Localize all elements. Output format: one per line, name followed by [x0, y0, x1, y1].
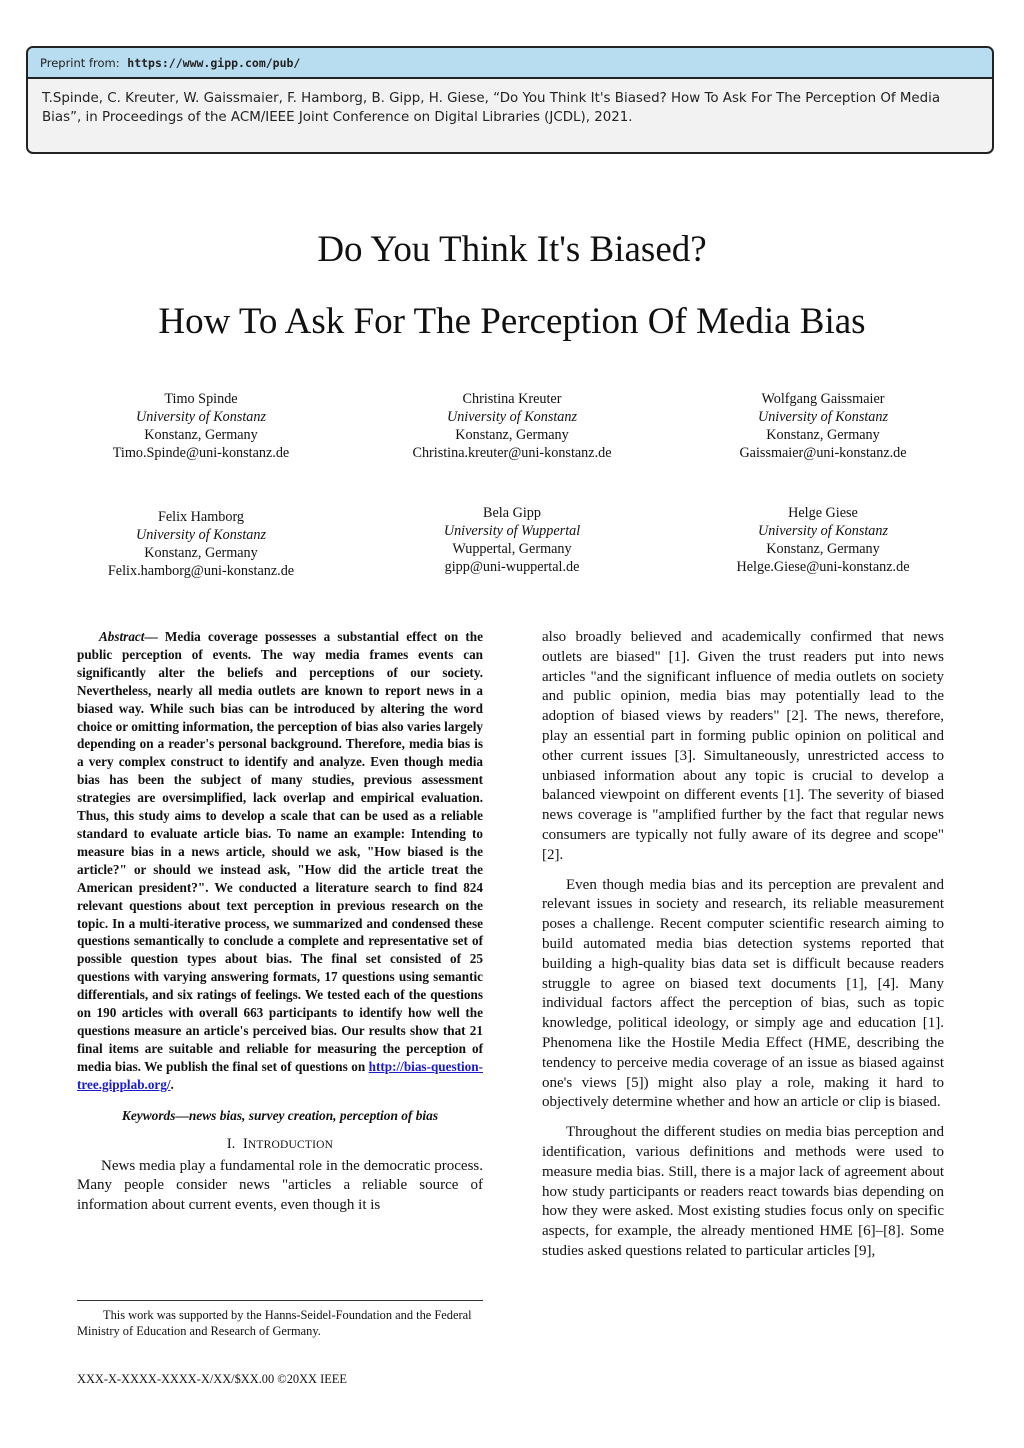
preprint-banner: [26, 46, 994, 154]
abstract-text: Media coverage possesses a substantial effect on the public perception of events. The way media frames events can significantly alter the beliefs and perceptions of our society. Nevertheless, nearly all media outlets are known to report news in a biased way. While such bias can be introduced by altering the word choice or omitting information, the perception of bias also varies largely depending on a reader's personal background. Therefore, media bias is a very complex construct to identify and analyze. Even though media bias has been the subject of many studies, previous assessment strategies are oversimplified, lack overlap and empirical evaluation. Thus, this study aims to develop a scale that can be used as a reliable standard to evaluate article bias. To name an example: Intending to measure bias in a news article, should we ask, "How biased is the article?" or should we instead ask, "How did the article treat the American president?". We conducted a literature search to find 824 relevant questions about text perception in previous research on the topic. In a multi-iterative process, we summarized and condensed these questions semantically to conclude a complete and representative set of possible question types about bias. The final set consisted of 25 questions with varying answering formats, 17 questions using semantic differentials, and six ratings of feelings. We tested each of the questions on 190 articles with overall 663 participants to identify how well the questions measure an article's perceived bias. Our results show that 21 final items are suitable and reliable for measuring the perception of media bias. We publish the final set of questions on: [77, 629, 483, 1074]
author-block: [372, 390, 652, 462]
author-name: Timo Spinde: [164, 391, 238, 407]
author-location: Konstanz, Germany: [144, 545, 258, 561]
author-block: [372, 504, 652, 576]
author-affiliation: University of Konstanz: [446, 409, 578, 425]
author-email: Timo.Spinde@uni-konstanz.de: [112, 445, 290, 461]
author-block: [61, 508, 341, 580]
author-location: Konstanz, Germany: [766, 427, 880, 443]
author-name: Bela Gipp: [483, 505, 541, 521]
intro-paragraph: News media play a fundamental role in the democratic process. Many people consider news "articles a reliable source of information about current events, even though it is: [77, 1157, 483, 1214]
abstract: [77, 628, 483, 1094]
abstract-link[interactable]: http://bias-question-tree.gipplab.org/: [77, 1058, 483, 1092]
author-affiliation: University of Konstanz: [757, 523, 889, 539]
paper-title-line-1: Do You Think It's Biased?: [317, 229, 707, 270]
author-email: Gaissmaier@uni-konstanz.de: [739, 445, 907, 461]
right-column: [542, 628, 944, 1262]
abstract-dash: —: [144, 629, 165, 644]
abstract-end: .: [170, 1076, 174, 1092]
body-paragraph: Throughout the different studies on media bias perception and identification, various definitions and methods were used to measure media bias. Still, there is a major lack of agreement about how study participants or readers react towards bias depending on how they were asked. Most existing studies focus only on specific aspects, for example, the already mentioned HME [6]–[8]. Some studies asked questions related to particular articles [9],: [542, 1124, 944, 1259]
footnote: [77, 1300, 483, 1339]
author-affiliation: University of Konstanz: [757, 409, 889, 425]
author-email: gipp@uni-wuppertal.de: [444, 559, 580, 575]
body-paragraph: also broadly believed and academically confirmed that news outlets are biased" [1]. Given the trust readers put into news articles "and the significant influence of media outlets on society and public opinion, media bias may potentially lead to the adoption of biased views by readers" [2]. The news, therefore, play an essential part in forming public opinion on political and other current issues [3]. Simultaneously, unrestricted access to unbiased information about any topic is crucial to develop a balanced viewpoint on different events [1]. The severity of biased news coverage is "amplified further by the fact that regular news consumers are typically not fully aware of its degree and scope" [2].: [542, 629, 944, 863]
section-heading-introduction: [77, 1136, 483, 1153]
author-affiliation: University of Konstanz: [135, 527, 267, 543]
author-name: Christina Kreuter: [462, 391, 562, 407]
author-location: Konstanz, Germany: [144, 427, 258, 443]
copyright-line: XXX-X-XXXX-XXXX-X/XX/$XX.00 ©20XX IEEE: [77, 1372, 347, 1386]
paper-title-line-2: How To Ask For The Perception Of Media Bias: [158, 301, 866, 342]
keywords: Keywords—news bias, survey creation, perception of bias: [121, 1107, 439, 1123]
left-column: [77, 628, 483, 1216]
author-email: Felix.hamborg@uni-konstanz.de: [107, 563, 295, 579]
section-title-rest: NTRODUCTION: [247, 1138, 334, 1151]
author-name: Felix Hamborg: [157, 509, 245, 525]
footnote-text: This work was supported by the Hanns-Seidel-Foundation and the Federal Ministry of Education and Research of Germany.: [77, 1308, 472, 1338]
body-paragraph: Even though media bias and its perception are prevalent and relevant issues in society and research, its reliable measurement poses a challenge. Recent computer scientific research aiming to build automated media bias detection systems reported that building a high-quality bias data set is difficult because readers struggle to agree on biased text documents [1], [4]. Many individual factors affect the perception of bias, such as topic knowledge, political ideology, or simply age and education [1]. Phenomena like the Hostile Media Effect (HME, describing the tendency to perceive media coverage of an issue as biased against one's views [5]) might also play a role, making it hard to objectively determine whether and how an article or clip is biased.: [542, 876, 944, 1111]
author-location: Wuppertal, Germany: [452, 541, 572, 557]
author-block: [683, 390, 963, 462]
preprint-citation: T.Spinde, C. Kreuter, W. Gaissmaier, F. Hamborg, B. Gipp, H. Giese, “Do You Think It's Biased? How To Ask For The Perception Of Media Bias”, in Proceedings of the ACM/IEEE Joint Conference on Digital Libraries (JCDL), 2021.: [42, 91, 941, 125]
author-affiliation: University of Konstanz: [135, 409, 267, 425]
preprint-header: [28, 48, 992, 79]
author-block: [683, 504, 963, 576]
author-block: [61, 390, 341, 462]
preprint-label: Preprint from:: [40, 56, 120, 70]
author-location: Konstanz, Germany: [455, 427, 569, 443]
abstract-lead: Abstract: [99, 629, 145, 644]
author-name: Helge Giese: [788, 505, 858, 521]
author-affiliation: University of Wuppertal: [443, 523, 581, 539]
author-email: Helge.Giese@uni-konstanz.de: [736, 559, 910, 575]
section-number: I.: [226, 1135, 236, 1152]
section-title-initial: I: [242, 1135, 248, 1152]
author-name: Wolfgang Gaissmaier: [761, 391, 885, 407]
preprint-url[interactable]: https://www.gipp.com/pub/: [127, 56, 301, 70]
author-email: Christina.kreuter@uni-konstanz.de: [412, 445, 612, 461]
author-location: Konstanz, Germany: [766, 541, 880, 557]
